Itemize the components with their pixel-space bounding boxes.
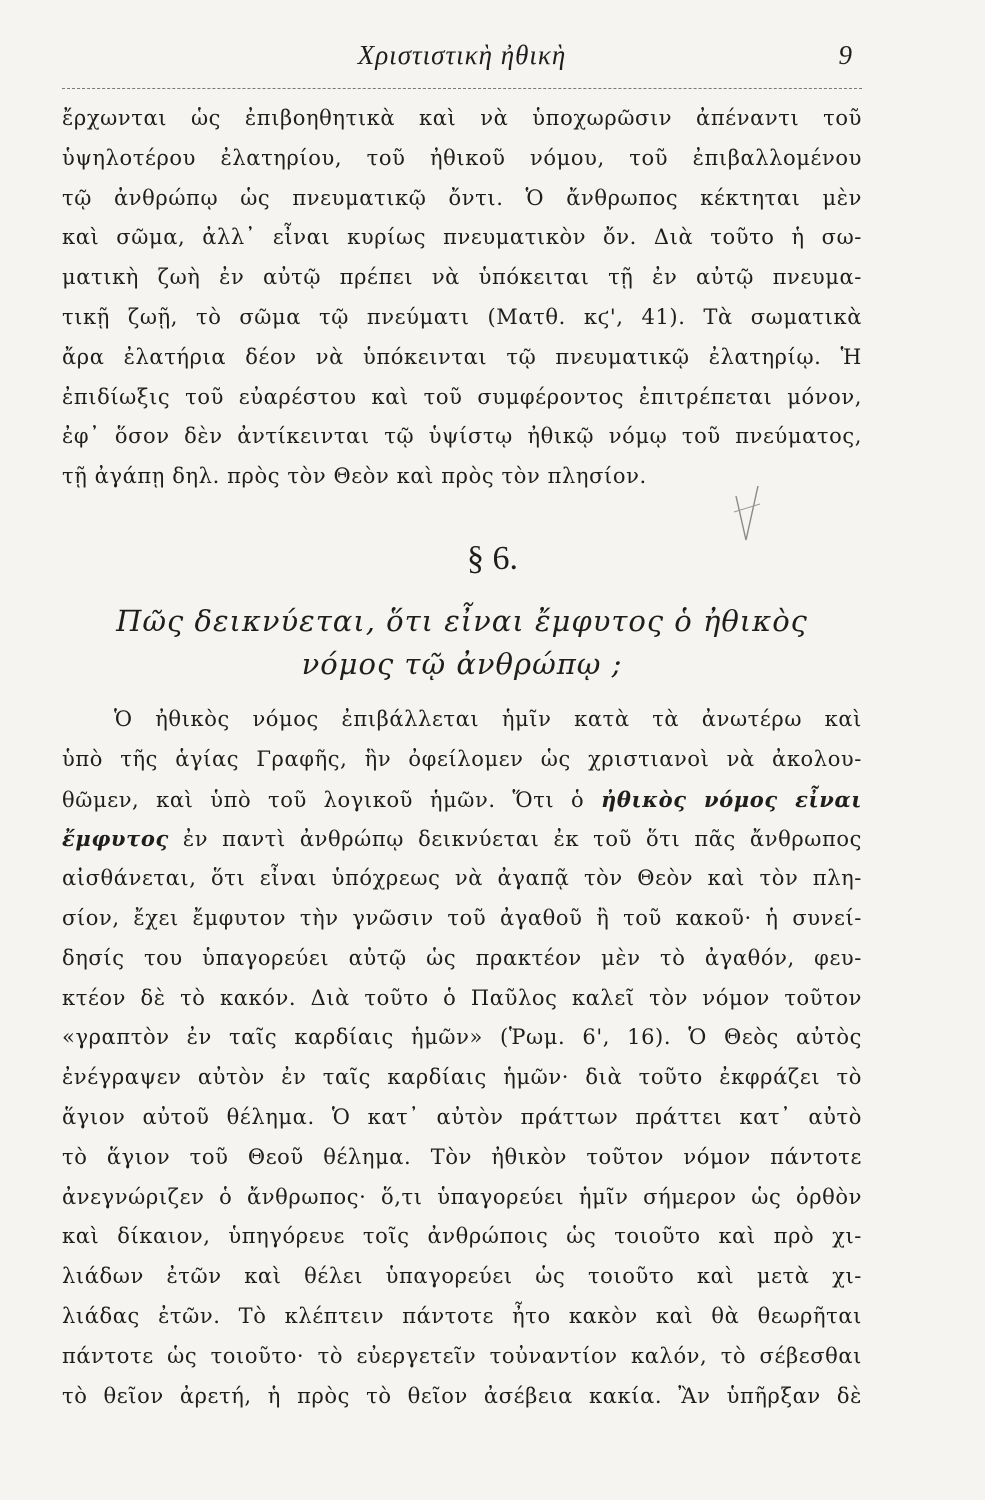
running-title: Χριστιστικὴ ἠθικὴ xyxy=(357,40,567,70)
text-line: λιάδας ἐτῶν. Τὸ κλέπτειν πάντοτε ἦτο κακὸν καὶ θὰ θεωρῆται xyxy=(62,1303,862,1328)
section-body xyxy=(62,700,862,1416)
text-line: καὶ δίκαιον, ὑπηγόρευε τοῖς ἀνθρώποις ὡς τοιοῦτο καὶ πρὸ χι- xyxy=(62,1224,862,1249)
text-line: ἔρχωνται ὡς ἐπιβοηθητικὰ καὶ νὰ ὑποχωρῶσιν ἀπέναντι τοῦ xyxy=(62,106,862,130)
text-line: ὑψηλοτέρου ἐλατηρίου, τοῦ ἠθικοῦ νόμου, τοῦ ἐπιβαλλομένου xyxy=(62,145,862,170)
emphasized-term: ἠθικὸς νόμος εἶναι xyxy=(601,786,862,812)
text-line: ὑπὸ τῆς ἁγίας Γραφῆς, ἣν ὀφείλομεν ὡς χριστιανοὶ νὰ ἀκολου- xyxy=(62,746,862,771)
text-line: ἐνέγραψεν αὐτὸν ἐν ταῖς καρδίαις ἡμῶν· διὰ τοῦτο ἐκφράζει τὸ xyxy=(62,1065,862,1090)
text-line: τῷ ἀνθρώπῳ ὡς πνευματικῷ ὄντι. Ὁ ἄνθρωπος κέκτηται μὲν xyxy=(62,185,862,210)
header-rule xyxy=(62,88,862,89)
text-line: αἰσθάνεται, ὅτι εἶναι ὑπόχρεως νὰ ἀγαπᾷ τὸν Θεὸν καὶ τὸν πλη- xyxy=(62,866,862,891)
text-line: τὸ ἅγιον τοῦ Θεοῦ θέλημα. Τὸν ἠθικὸν τοῦτον νόμον πάντοτε xyxy=(62,1144,862,1169)
text-line: «γραπτὸν ἐν ταῖς καρδίαις ἡμῶν» (Ῥωμ. 6', 16). Ὁ Θεὸς αὐτὸς xyxy=(62,1025,862,1050)
text-line xyxy=(62,780,862,820)
page-header xyxy=(62,40,862,84)
text-line: ἅγιον αὐτοῦ θέλημα. Ὁ κατ᾿ αὐτὸν πράττων πράττει κατ᾿ αὐτὸ xyxy=(62,1104,862,1129)
emphasized-term: ἔμφυτος xyxy=(62,826,169,852)
text-line: δησίς του ὑπαγορεύει αὐτῷ ὡς πρακτέον μὲν τὸ ἀγαθόν, φευ- xyxy=(62,945,862,970)
text-line: κτέον δὲ τὸ κακόν. Διὰ τοῦτο ὁ Παῦλος καλεῖ τὸν νόμον τοῦτον xyxy=(62,985,862,1010)
text-line: πάντοτε ὡς τοιοῦτο· τὸ εὐεργετεῖν τοὐναντίον καλόν, τὸ σέβεσθαι xyxy=(62,1343,862,1368)
paragraph-continued xyxy=(62,99,862,497)
text-line: τῇ ἀγάπῃ δηλ. πρὸς τὸν Θεὸν καὶ πρὸς τὸν πλησίον. xyxy=(62,464,647,489)
text-run: θῶμεν, καὶ ὑπὸ τοῦ λογικοῦ ἡμῶν. Ὅτι ὁ xyxy=(62,787,602,812)
section-title-line: Πῶς δεικνύεται, ὅτι εἶναι ἔμφυτος ὁ ἠθικὸς xyxy=(116,604,808,638)
text-line: ἀνεγνώριζεν ὁ ἄνθρωπος· ὅ,τι ὑπαγορεύει ἡμῖν σήμερον ὡς ὀρθὸν xyxy=(62,1184,862,1209)
text-line xyxy=(62,819,862,859)
text-run: ἐν παντὶ ἀνθρώπῳ δεικνύεται ἐκ τοῦ ὅτι πᾶς ἄνθρωπος xyxy=(168,827,862,852)
text-line: ἐφ᾿ ὅσον δὲν ἀντίκεινται τῷ ὑψίστῳ ἠθικῷ νόμῳ τοῦ πνεύματος, xyxy=(62,424,862,449)
section-title xyxy=(62,600,862,686)
page-number: 9 xyxy=(838,40,852,70)
text-line: λιάδων ἐτῶν καὶ θέλει ὑπαγορεύει ὡς τοιοῦτο καὶ μετὰ χι- xyxy=(62,1264,862,1289)
text-line: ἄρα ἐλατήρια δέον νὰ ὑπόκεινται τῷ πνευματικῷ ἐλατηρίῳ. Ἡ xyxy=(62,344,862,369)
pencil-check-mark xyxy=(728,478,768,548)
section-number: § 6. xyxy=(467,540,518,577)
text-line: ματικὴ ζωὴ ἐν αὐτῷ πρέπει νὰ ὑπόκειται τῇ ἐν αὐτῷ πνευμα- xyxy=(62,265,862,290)
text-line: Ὁ ἠθικὸς νόμος ἐπιβάλλεται ἡμῖν κατὰ τὰ ἀνωτέρω καὶ xyxy=(114,707,862,731)
text-line: τὸ θεῖον ἀρετή, ἡ πρὸς τὸ θεῖον ἀσέβεια κακία. Ἂν ὑπῆρξαν δὲ xyxy=(62,1383,862,1408)
section-title-line: νόμος τῷ ἀνθρώπῳ ; xyxy=(301,647,623,681)
text-line: ἐπιδίωξις τοῦ εὐαρέστου καὶ τοῦ συμφέροντος ἐπιτρέπεται μόνον, xyxy=(62,384,862,409)
text-line: καὶ σῶμα, ἀλλ᾿ εἶναι κυρίως πνευματικὸν ὄν. Διὰ τοῦτο ἡ σω- xyxy=(62,225,862,250)
text-line: τικῇ ζωῇ, τὸ σῶμα τῷ πνεύματι (Ματθ. κϛ', 41). Τὰ σωματικὰ xyxy=(62,304,862,329)
text-line: σίον, ἔχει ἔμφυτον τὴν γνῶσιν τοῦ ἀγαθοῦ ἢ τοῦ κακοῦ· ἡ συνεί- xyxy=(62,905,862,930)
